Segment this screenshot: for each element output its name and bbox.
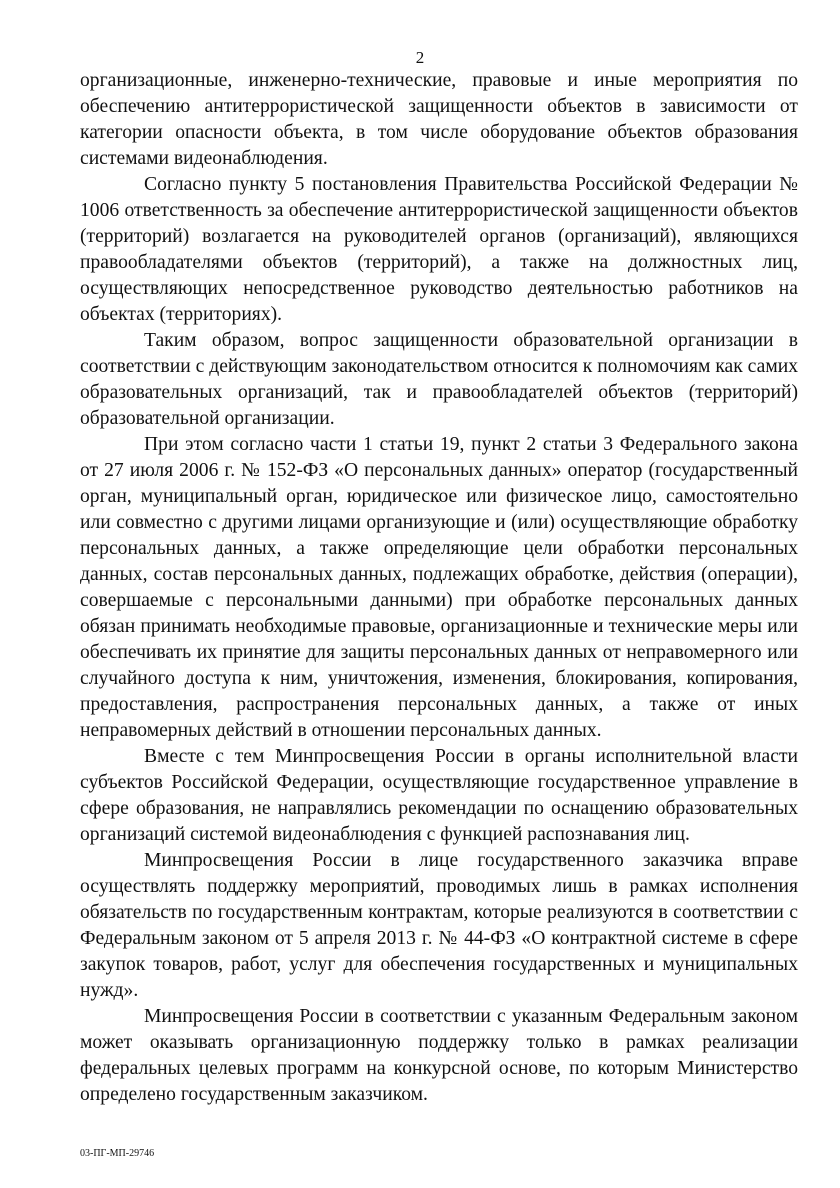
- page-number: 2: [415, 48, 425, 67]
- paragraph: Согласно пункту 5 постановления Правительства Российской Федерации № 1006 ответственность за обеспечение антитеррористической защищенности объектов (территорий) возлагается на руководителей органов (организаций), являющихся правообладателями объектов (территорий), а также на должностных лиц, осуществляющих непосредственное руководство деятельностью работников на объектах (территориях).: [80, 174, 798, 325]
- document-body: [80, 68, 798, 1108]
- paragraph: При этом согласно части 1 статьи 19, пункт 2 статьи 3 Федерального закона от 27 июля 2006 г. № 152-ФЗ «О персональных данных» оператор (государственный орган, муниципальный орган, юридическое или физическое лицо, самостоятельно или совместно с другими лицами организующие и (или) осуществляющие обработку персональных данных, а также определяющие цели обработки персональных данных, состав персональных данных, подлежащих обработке, действия (операции), совершаемые с персональными данными) при обработке персональных данных обязан принимать необходимые правовые, организационные и технические меры или обеспечивать их принятие для защиты персональных данных от неправомерного или случайного доступа к ним, уничтожения, изменения, блокирования, копирования, предоставления, распространения персональных данных, а также от иных неправомерных действий в отношении персональных данных.: [80, 434, 798, 741]
- paragraph-continuation: организационные, инженерно-технические, правовые и иные мероприятия по обеспечению антитеррористической защищенности объектов в зависимости от категории опасности объекта, в том числе оборудование объектов образования системами видеонаблюдения.: [80, 70, 798, 169]
- paragraph: Минпросвещения России в соответствии с указанным Федеральным законом может оказывать организационную поддержку только в рамках реализации федеральных целевых программ на конкурсной основе, по которым Министерство определено государственным заказчиком.: [80, 1006, 798, 1105]
- paragraph: Таким образом, вопрос защищенности образовательной организации в соответствии с действующим законодательством относится к полномочиям как самих образовательных организаций, так и правообладателей объектов (территорий) образовательной организации.: [80, 330, 798, 429]
- paragraph: Вместе с тем Минпросвещения России в органы исполнительной власти субъектов Российской Федерации, осуществляющие государственное управление в сфере образования, не направлялись рекомендации по оснащению образовательных организаций системой видеонаблюдения с функцией распознавания лиц.: [80, 746, 798, 845]
- document-code: 03-ПГ-МП-29746: [80, 1148, 155, 1159]
- paragraph: Минпросвещения России в лице государственного заказчика вправе осуществлять поддержку мероприятий, проводимых лишь в рамках исполнения обязательств по государственным контрактам, которые реализуются в соответствии с Федеральным законом от 5 апреля 2013 г. № 44-ФЗ «О контрактной системе в сфере закупок товаров, работ, услуг для обеспечения государственных и муниципальных нужд».: [80, 850, 798, 1001]
